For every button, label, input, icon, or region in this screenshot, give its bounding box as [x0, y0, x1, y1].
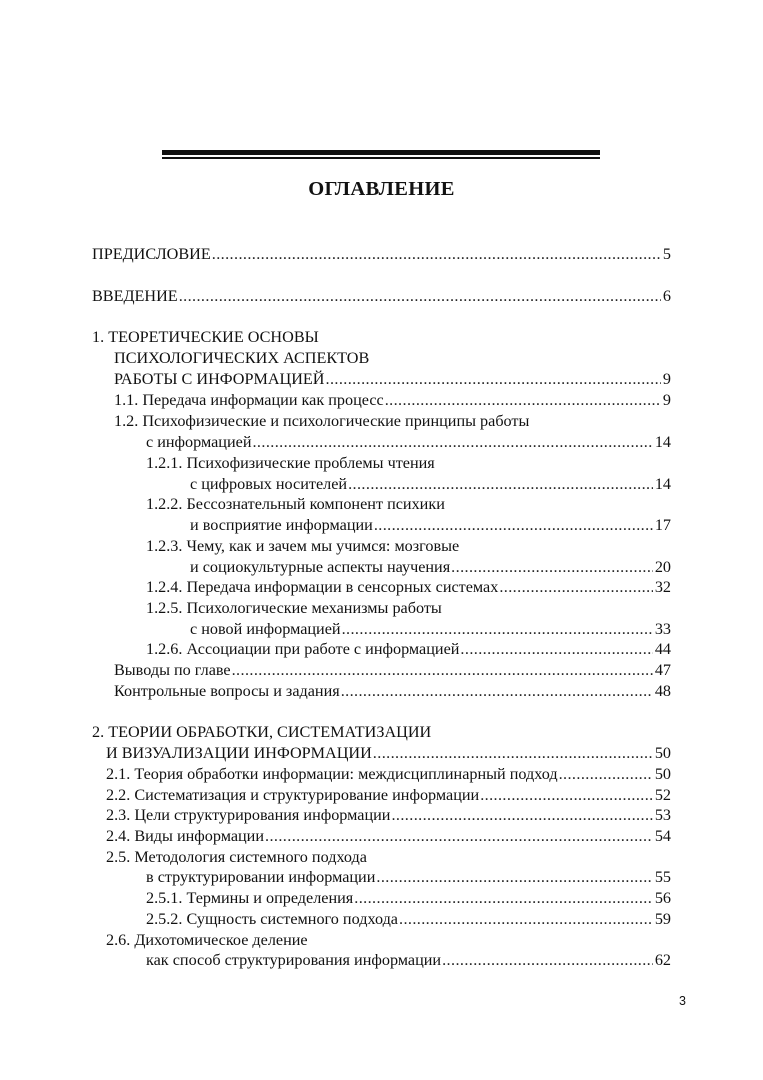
toc-page-number: 9: [662, 370, 671, 388]
toc-entry-label: 2.4. Виды информации: [106, 827, 265, 845]
toc-entry-label: с информацией: [146, 433, 252, 451]
toc-entry-1-2-1-line1: 1.2.1. Психофизические проблемы чтения: [146, 454, 435, 472]
toc-page-number: 33: [654, 620, 671, 638]
toc-entry-2-5-1[interactable]: [146, 887, 671, 909]
toc-page-number: 6: [662, 287, 671, 305]
toc-entry-1-2-6[interactable]: [146, 638, 671, 660]
toc-entry-1-2-4[interactable]: [146, 576, 671, 598]
toc-entry-1-2-5[interactable]: [190, 618, 671, 640]
toc-entry-label: 2.3. Цели структурирования информации: [106, 806, 391, 824]
toc-entry-2-5-line1: 2.5. Методология системного подхода: [106, 848, 367, 866]
toc-entry-label: ПРЕДИСЛОВИЕ: [92, 245, 211, 263]
leader-dots: [265, 825, 653, 847]
toc-page-number: 56: [654, 889, 671, 907]
toc-page-number: 54: [654, 827, 671, 845]
toc-entry-1-2-1[interactable]: [190, 473, 671, 495]
toc-page-number: 20: [654, 558, 671, 576]
leader-dots: [391, 804, 652, 826]
toc-page-number: 5: [662, 245, 671, 263]
toc-page-number: 50: [654, 765, 671, 783]
toc-page-number: 59: [654, 910, 671, 928]
toc-page-number: 17: [654, 516, 671, 534]
toc-entry-intro[interactable]: [92, 285, 671, 307]
toc-entry-label: РАБОТЫ С ИНФОРМАЦИЕЙ: [114, 370, 325, 388]
leader-dots: [341, 680, 653, 702]
toc-entry-2-3[interactable]: [106, 804, 671, 826]
leader-dots: [252, 431, 652, 453]
toc-page-number: 50: [654, 744, 671, 762]
leader-dots: [179, 285, 661, 307]
toc-entry-label: И ВИЗУАЛИЗАЦИИ ИНФОРМАЦИИ: [106, 744, 372, 762]
toc-entry-1-2-5-line1: 1.2.5. Психологические механизмы работы: [146, 599, 442, 617]
toc-page-number: 48: [654, 682, 671, 700]
top-rule-thin: [162, 157, 600, 159]
toc-chapter1-line2: ПСИХОЛОГИЧЕСКИХ АСПЕКТОВ: [114, 349, 370, 367]
toc-entry-label: 1.2.4. Передача информации в сенсорных системах: [146, 578, 499, 596]
leader-dots: [354, 887, 653, 909]
toc-entry-1-2-line1: 1.2. Психофизические и психологические принципы работы: [114, 412, 530, 430]
toc-entry-label: 2.2. Систематизация и структурирование информации: [106, 786, 480, 804]
toc-entry-1-1[interactable]: [114, 389, 671, 411]
toc-entry-2-2[interactable]: [106, 784, 671, 806]
leader-dots: [399, 908, 653, 930]
leader-dots: [376, 866, 652, 888]
leader-dots: [442, 949, 653, 971]
leader-dots: [559, 763, 653, 785]
toc-entry-label: 2.5.1. Термины и определения: [146, 889, 354, 907]
leader-dots: [499, 576, 652, 598]
toc-page-number: 32: [654, 578, 671, 596]
toc-page-number: 14: [654, 433, 671, 451]
toc-chapter2-line1: 2. ТЕОРИИ ОБРАБОТКИ, СИСТЕМАТИЗАЦИИ: [92, 723, 432, 741]
toc-entry-1-2-3[interactable]: [190, 556, 671, 578]
toc-entry-label: 2.5.2. Сущность системного подхода: [146, 910, 398, 928]
leader-dots: [212, 243, 661, 265]
top-rule-thick: [162, 150, 600, 155]
leader-dots: [326, 368, 661, 390]
toc-entry-label: в структурировании информации: [146, 868, 376, 886]
page-title: ОГЛАВЛЕНИЕ: [308, 178, 455, 200]
leader-dots: [451, 556, 653, 578]
leader-dots: [480, 784, 653, 806]
toc-page-number: 55: [654, 868, 671, 886]
toc-entry-preface[interactable]: [92, 243, 671, 265]
leader-dots: [374, 514, 653, 536]
toc-entry-2-6-line1: 2.6. Дихотомическое деление: [106, 931, 308, 949]
toc-page-number: 47: [654, 661, 671, 679]
toc-entry-2-5-2[interactable]: [146, 908, 671, 930]
toc-entry-questions[interactable]: [114, 680, 671, 702]
toc-entry-1-2-3-line1: 1.2.3. Чему, как и зачем мы учимся: мозговые: [146, 537, 460, 555]
toc-entry-conclusions[interactable]: [114, 659, 671, 681]
toc-page-number: 52: [654, 786, 671, 804]
page-number: 3: [679, 994, 686, 1008]
toc-page-number: 44: [654, 640, 671, 658]
toc-entry-label: и восприятие информации: [190, 516, 373, 534]
toc-entry-label: с цифровых носителей: [190, 475, 348, 493]
toc-entry-label: Контрольные вопросы и задания: [114, 682, 340, 700]
toc-page-number: 53: [654, 806, 671, 824]
toc-entry-2-6[interactable]: [146, 949, 671, 971]
toc-entry-label: ВВЕДЕНИЕ: [92, 287, 178, 305]
toc-entry-1-2-2-line1: 1.2.2. Бессознательный компонент психики: [146, 495, 445, 513]
leader-dots: [348, 473, 653, 495]
toc-entry-2-4[interactable]: [106, 825, 671, 847]
leader-dots: [385, 389, 661, 411]
toc-entry-label: 1.2.6. Ассоциации при работе с информацией: [146, 640, 460, 658]
leader-dots: [373, 742, 653, 764]
toc-entry-label: как способ структурирования информации: [146, 951, 442, 969]
toc-page-number: 62: [654, 951, 671, 969]
leader-dots: [342, 618, 653, 640]
leader-dots: [460, 638, 652, 660]
toc-page-number: 14: [654, 475, 671, 493]
toc-entry-1-2[interactable]: [146, 431, 671, 453]
toc-entry-label: Выводы по главе: [114, 661, 231, 679]
toc-entry-label: 2.1. Теория обработки информации: междисциплинарный подход: [106, 765, 558, 783]
toc-entry-1-2-2[interactable]: [190, 514, 671, 536]
toc-chapter1-line1: 1. ТЕОРЕТИЧЕСКИЕ ОСНОВЫ: [92, 328, 319, 346]
toc-entry-label: и социокультурные аспекты научения: [190, 558, 451, 576]
toc-entry-chapter2[interactable]: [106, 742, 671, 764]
toc-entry-label: 1.1. Передача информации как процесс: [114, 391, 384, 409]
toc-entry-label: с новой информацией: [190, 620, 341, 638]
toc-page-number: 9: [662, 391, 671, 409]
toc-entry-2-5[interactable]: [146, 866, 671, 888]
leader-dots: [232, 659, 653, 681]
toc-entry-2-1[interactable]: [106, 763, 671, 785]
toc-entry-chapter1[interactable]: [114, 368, 671, 390]
